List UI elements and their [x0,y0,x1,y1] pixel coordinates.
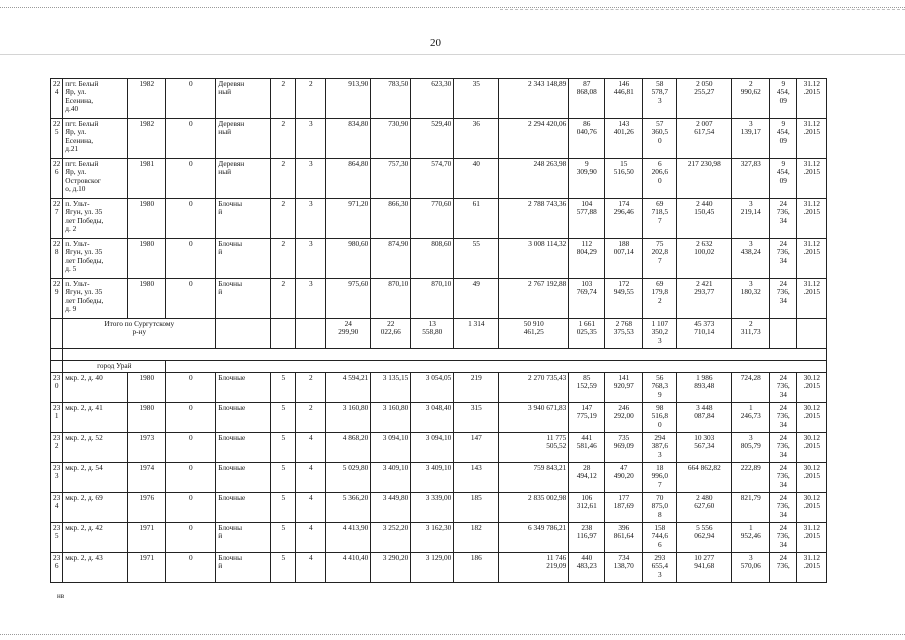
cost-part-4-cell: 664 862,82 [677,463,732,493]
wear-percent-cell: 0 [166,403,216,433]
wall-material-cell: Деревян ный [216,79,271,119]
cost-part-2-cell: 188 007,14 [605,239,643,279]
residential-area-cell: 3 094,10 [411,433,454,463]
cost-part-3-cell: 70 875,0 8 [643,493,677,523]
cost-part-3-cell: 18 996,0 7 [643,463,677,493]
cost-part-4-cell: 1 986 893,48 [677,373,732,403]
address-cell: мкр. 2, д. 54 [63,463,128,493]
wall-material-cell: Деревян ный [216,159,271,199]
cost-part-4-cell: 2 440 150,45 [677,199,732,239]
entrances-cell: 4 [296,553,326,583]
entrances-cell: 3 [296,159,326,199]
cost-part-1-cell: 28 494,12 [569,463,605,493]
cost-part-1-cell: 104 577,88 [569,199,605,239]
entrances-cell: 4 [296,433,326,463]
total-cost-cell: 248 263,98 [499,159,569,199]
planned-date-cell: 31.12 .2015 [797,279,827,319]
wall-material-cell: Блочны й [216,553,271,583]
floors-cell: 5 [271,373,296,403]
total-cost-5: 2 311,73 [732,319,770,349]
cost-part-1-cell: 441 581,46 [569,433,605,463]
build-year-cell: 1980 [128,373,166,403]
housing-table [50,78,827,583]
total-area-3: 13 558,80 [411,319,454,349]
row-number-cell: 22 9 [51,279,63,319]
total-area-cell: 4 410,40 [326,553,371,583]
cost-part-1-cell: 85 152,59 [569,373,605,403]
residential-area-cell: 3 339,00 [411,493,454,523]
build-year-cell: 1976 [128,493,166,523]
wall-material-cell: Блочны й [216,239,271,279]
total-cost-3: 1 107 350,2 3 [643,319,677,349]
wear-percent-cell: 0 [166,119,216,159]
address-cell: мкр. 2, д. 43 [63,553,128,583]
planned-date-cell: 30.12 .2015 [797,493,827,523]
entrances-cell: 3 [296,119,326,159]
table-row [51,159,827,199]
total-cost-cell: 11 746 219,09 [499,553,569,583]
row-number-cell: 23 0 [51,373,63,403]
cost-part-1-cell: 87 868,08 [569,79,605,119]
wear-percent-cell: 0 [166,433,216,463]
wall-material-cell: Блочные [216,373,271,403]
table-row [51,523,827,553]
row-number-cell: 22 7 [51,199,63,239]
section-title: город Урай [63,361,166,373]
entrances-cell: 2 [296,79,326,119]
total-empty-cell [296,319,326,349]
cost-part-6-cell: 9 454, 09 [770,119,797,159]
build-year-cell: 1980 [128,239,166,279]
total-cost-cell: 2 788 743,36 [499,199,569,239]
total-area-2: 22 022,66 [371,319,411,349]
residents-cell: 143 [454,463,499,493]
cost-part-5-cell: 3 570,06 [732,553,770,583]
total-cost-cell: 3 940 671,83 [499,403,569,433]
floors-cell: 5 [271,523,296,553]
planned-date-cell: 31.12 .2015 [797,239,827,279]
residential-area-cell: 770,60 [411,199,454,239]
wear-percent-cell: 0 [166,493,216,523]
cost-part-6-cell: 24 736, 34 [770,493,797,523]
cost-part-5-cell: 724,28 [732,373,770,403]
wear-percent-cell: 0 [166,239,216,279]
cost-part-5-cell: 3 805,79 [732,433,770,463]
section-header-row [51,361,827,373]
total-cost: 50 910 461,25 [499,319,569,349]
cost-part-4-cell: 2 050 255,27 [677,79,732,119]
living-area-cell: 757,30 [371,159,411,199]
residents-cell: 219 [454,373,499,403]
living-area-cell: 3 160,80 [371,403,411,433]
scan-top-edge-2 [500,9,905,10]
cost-part-3-cell: 294 387,6 3 [643,433,677,463]
cost-part-6-cell: 24 736, 34 [770,463,797,493]
spacer-cell [63,349,827,361]
floors-cell: 2 [271,239,296,279]
living-area-cell: 3 135,15 [371,373,411,403]
planned-date-cell: 31.12 .2015 [797,79,827,119]
row-number-cell: 23 3 [51,463,63,493]
cost-part-1-cell: 238 116,97 [569,523,605,553]
section-empty-cell [51,361,63,373]
address-cell: пгт. Белый Яр, ул. Есенина, д.21 [63,119,128,159]
total-empty-cell [770,319,797,349]
cost-part-2-cell: 143 401,26 [605,119,643,159]
cost-part-2-cell: 174 296,46 [605,199,643,239]
wall-material-cell: Блочные [216,463,271,493]
header-rule [0,54,905,55]
wall-material-cell: Блочны й [216,523,271,553]
cost-part-3-cell: 58 578,7 3 [643,79,677,119]
cost-part-1-cell: 440 483,23 [569,553,605,583]
page-number: 20 [430,37,441,49]
total-area-cell: 5 029,80 [326,463,371,493]
total-cost-cell: 2 767 192,88 [499,279,569,319]
total-area-1: 24 299,90 [326,319,371,349]
entrances-cell: 3 [296,239,326,279]
floors-cell: 5 [271,493,296,523]
floors-cell: 2 [271,79,296,119]
total-cost-cell: 759 843,21 [499,463,569,493]
residential-area-cell: 3 048,40 [411,403,454,433]
spacer-row [51,349,827,361]
floors-cell: 2 [271,119,296,159]
total-area-cell: 971,20 [326,199,371,239]
residential-area-cell: 623,30 [411,79,454,119]
entrances-cell: 4 [296,493,326,523]
row-number-cell: 22 8 [51,239,63,279]
address-cell: мкр. 2, д. 42 [63,523,128,553]
living-area-cell: 3 409,10 [371,463,411,493]
total-empty-cell [216,319,271,349]
wall-material-cell: Блочные [216,403,271,433]
residents-cell: 35 [454,79,499,119]
table-row [51,119,827,159]
cost-part-3-cell: 6 206,6 0 [643,159,677,199]
residential-area-cell: 574,70 [411,159,454,199]
cost-part-5-cell: 3 438,24 [732,239,770,279]
cost-part-2-cell: 734 138,70 [605,553,643,583]
residents-cell: 36 [454,119,499,159]
build-year-cell: 1981 [128,159,166,199]
cost-part-1-cell: 106 312,61 [569,493,605,523]
table-row [51,79,827,119]
address-cell: пгт. Белый Яр, ул. Есенина, д.40 [63,79,128,119]
cost-part-2-cell: 396 861,64 [605,523,643,553]
floors-cell: 2 [271,159,296,199]
total-label: Итого по Сургутскому р-ну [63,319,216,349]
cost-part-6-cell: 24 736, 34 [770,373,797,403]
cost-part-3-cell: 75 202,8 7 [643,239,677,279]
cost-part-5-cell: 3 139,17 [732,119,770,159]
cost-part-1-cell: 86 040,76 [569,119,605,159]
table-row [51,373,827,403]
living-area-cell: 730,90 [371,119,411,159]
floors-cell: 2 [271,279,296,319]
total-empty-cell [51,319,63,349]
wall-material-cell: Блочны й [216,199,271,239]
cost-part-2-cell: 15 516,50 [605,159,643,199]
total-empty-cell [797,319,827,349]
cost-part-5-cell: 222,89 [732,463,770,493]
table-row [51,493,827,523]
residential-area-cell: 3 129,00 [411,553,454,583]
floors-cell: 5 [271,433,296,463]
cost-part-4-cell: 2 632 100,02 [677,239,732,279]
scan-bottom-edge [0,634,905,635]
table-row [51,403,827,433]
floors-cell: 5 [271,463,296,493]
cost-part-5-cell: 1 952,46 [732,523,770,553]
cost-part-4-cell: 217 230,98 [677,159,732,199]
wear-percent-cell: 0 [166,553,216,583]
wear-percent-cell: 0 [166,373,216,403]
residents-cell: 49 [454,279,499,319]
residential-area-cell: 3 409,10 [411,463,454,493]
cost-part-4-cell: 2 421 293,77 [677,279,732,319]
table-row [51,433,827,463]
build-year-cell: 1974 [128,463,166,493]
planned-date-cell: 31.12 .2015 [797,119,827,159]
address-cell: мкр. 2, д. 40 [63,373,128,403]
residential-area-cell: 808,60 [411,239,454,279]
wall-material-cell: Блочные [216,433,271,463]
residential-area-cell: 870,10 [411,279,454,319]
cost-part-2-cell: 141 920,97 [605,373,643,403]
cost-part-4-cell: 5 556 062,94 [677,523,732,553]
floors-cell: 2 [271,199,296,239]
build-year-cell: 1982 [128,119,166,159]
address-cell: пгт. Белый Яр, ул. Островског о, д.10 [63,159,128,199]
cost-part-6-cell: 24 736, 34 [770,239,797,279]
table-row [51,239,827,279]
residential-area-cell: 3 162,30 [411,523,454,553]
living-area-cell: 866,30 [371,199,411,239]
row-number-cell: 23 1 [51,403,63,433]
row-number-cell: 22 5 [51,119,63,159]
cost-part-1-cell: 103 769,74 [569,279,605,319]
total-empty-cell [271,319,296,349]
wear-percent-cell: 0 [166,523,216,553]
living-area-cell: 783,50 [371,79,411,119]
planned-date-cell: 30.12 .2015 [797,463,827,493]
cost-part-2-cell: 177 187,69 [605,493,643,523]
table-row [51,199,827,239]
build-year-cell: 1971 [128,523,166,553]
total-cost-4: 45 373 710,14 [677,319,732,349]
row-number-cell: 22 6 [51,159,63,199]
section-empty-cell [166,361,827,373]
build-year-cell: 1980 [128,199,166,239]
planned-date-cell: 31.12 .2015 [797,159,827,199]
entrances-cell: 2 [296,373,326,403]
planned-date-cell: 30.12 .2015 [797,403,827,433]
entrances-cell: 3 [296,199,326,239]
residents-cell: 40 [454,159,499,199]
residents-cell: 185 [454,493,499,523]
cost-part-5-cell: 821,79 [732,493,770,523]
floors-cell: 5 [271,403,296,433]
cost-part-5-cell: 327,83 [732,159,770,199]
build-year-cell: 1980 [128,403,166,433]
total-cost-cell: 3 008 114,32 [499,239,569,279]
residents-cell: 147 [454,433,499,463]
wear-percent-cell: 0 [166,159,216,199]
row-number-cell: 23 4 [51,493,63,523]
wall-material-cell: Блочны й [216,279,271,319]
row-number-cell: 23 5 [51,523,63,553]
cost-part-3-cell: 293 655,4 3 [643,553,677,583]
residents-cell: 315 [454,403,499,433]
living-area-cell: 870,10 [371,279,411,319]
build-year-cell: 1971 [128,553,166,583]
table-row [51,463,827,493]
wall-material-cell: Блочные [216,493,271,523]
planned-date-cell: 30.12 .2015 [797,373,827,403]
address-cell: мкр. 2, д. 69 [63,493,128,523]
cost-part-6-cell: 24 736, 34 [770,199,797,239]
cost-part-2-cell: 735 969,09 [605,433,643,463]
cost-part-4-cell: 10 303 567,34 [677,433,732,463]
cost-part-1-cell: 9 309,90 [569,159,605,199]
cost-part-5-cell: 3 180,32 [732,279,770,319]
total-area-cell: 864,80 [326,159,371,199]
cost-part-6-cell: 24 736, 34 [770,279,797,319]
wear-percent-cell: 0 [166,79,216,119]
row-number-cell: 22 4 [51,79,63,119]
entrances-cell: 2 [296,403,326,433]
cost-part-6-cell: 24 736, 34 [770,523,797,553]
living-area-cell: 3 094,10 [371,433,411,463]
total-cost-cell: 2 835 002,98 [499,493,569,523]
total-area-cell: 3 160,80 [326,403,371,433]
total-residents: 1 314 [454,319,499,349]
cost-part-3-cell: 57 360,5 0 [643,119,677,159]
table-row [51,279,827,319]
wear-percent-cell: 0 [166,199,216,239]
cost-part-4-cell: 3 448 087,84 [677,403,732,433]
wall-material-cell: Деревян ный [216,119,271,159]
entrances-cell: 4 [296,463,326,493]
total-area-cell: 834,80 [326,119,371,159]
total-area-cell: 4 868,20 [326,433,371,463]
planned-date-cell: 31.12 .2015 [797,199,827,239]
cost-part-2-cell: 47 490,20 [605,463,643,493]
living-area-cell: 874,90 [371,239,411,279]
cost-part-5-cell: 2 990,62 [732,79,770,119]
total-area-cell: 5 366,20 [326,493,371,523]
cost-part-1-cell: 112 804,29 [569,239,605,279]
cost-part-6-cell: 24 736, 34 [770,403,797,433]
residential-area-cell: 3 054,05 [411,373,454,403]
cost-part-1-cell: 147 775,19 [569,403,605,433]
planned-date-cell: 31.12 .2015 [797,523,827,553]
footer-mark: нв [57,592,65,600]
address-cell: п. Ульт- Ягун, ул. 35 лет Победы, д. 5 [63,239,128,279]
residents-cell: 186 [454,553,499,583]
entrances-cell: 3 [296,279,326,319]
cost-part-6-cell: 24 736, 34 [770,433,797,463]
total-area-cell: 4 413,90 [326,523,371,553]
total-cost-cell: 2 294 420,06 [499,119,569,159]
total-cost-1: 1 661 025,35 [569,319,605,349]
cost-part-4-cell: 2 007 617,54 [677,119,732,159]
total-area-cell: 980,60 [326,239,371,279]
total-area-cell: 913,90 [326,79,371,119]
living-area-cell: 3 290,20 [371,553,411,583]
cost-part-3-cell: 69 718,5 7 [643,199,677,239]
residents-cell: 182 [454,523,499,553]
address-cell: мкр. 2, д. 52 [63,433,128,463]
cost-part-2-cell: 172 949,55 [605,279,643,319]
wear-percent-cell: 0 [166,279,216,319]
cost-part-4-cell: 10 277 941,68 [677,553,732,583]
cost-part-6-cell: 9 454, 09 [770,159,797,199]
cost-part-6-cell: 24 736, [770,553,797,583]
cost-part-3-cell: 158 744,6 6 [643,523,677,553]
residents-cell: 55 [454,239,499,279]
wear-percent-cell: 0 [166,463,216,493]
total-cost-cell: 2 343 148,89 [499,79,569,119]
planned-date-cell: 31.12 .2015 [797,553,827,583]
scan-top-edge [0,7,905,8]
table-row [51,553,827,583]
address-cell: п. Ульт- Ягун, ул. 35 лет Победы, д. 2 [63,199,128,239]
planned-date-cell: 30.12 .2015 [797,433,827,463]
build-year-cell: 1980 [128,279,166,319]
cost-part-2-cell: 146 446,81 [605,79,643,119]
cost-part-2-cell: 246 292,00 [605,403,643,433]
total-cost-cell: 2 270 735,43 [499,373,569,403]
cost-part-4-cell: 2 480 627,60 [677,493,732,523]
cost-part-6-cell: 9 454, 09 [770,79,797,119]
build-year-cell: 1982 [128,79,166,119]
row-number-cell: 23 6 [51,553,63,583]
total-cost-cell: 6 349 786,21 [499,523,569,553]
total-area-cell: 4 594,21 [326,373,371,403]
residential-area-cell: 529,40 [411,119,454,159]
spacer-cell [51,349,63,361]
floors-cell: 5 [271,553,296,583]
cost-part-5-cell: 3 219,14 [732,199,770,239]
cost-part-5-cell: 1 246,73 [732,403,770,433]
total-area-cell: 975,60 [326,279,371,319]
living-area-cell: 3 449,80 [371,493,411,523]
total-cost-2: 2 768 375,53 [605,319,643,349]
cost-part-3-cell: 56 768,3 9 [643,373,677,403]
total-row [51,319,827,349]
cost-part-3-cell: 98 516,8 0 [643,403,677,433]
address-cell: мкр. 2, д. 41 [63,403,128,433]
build-year-cell: 1973 [128,433,166,463]
entrances-cell: 4 [296,523,326,553]
total-cost-cell: 11 775 505,52 [499,433,569,463]
living-area-cell: 3 252,20 [371,523,411,553]
residents-cell: 61 [454,199,499,239]
cost-part-3-cell: 69 179,8 2 [643,279,677,319]
address-cell: п. Ульт- Ягун, ул. 35 лет Победы, д. 9 [63,279,128,319]
row-number-cell: 23 2 [51,433,63,463]
